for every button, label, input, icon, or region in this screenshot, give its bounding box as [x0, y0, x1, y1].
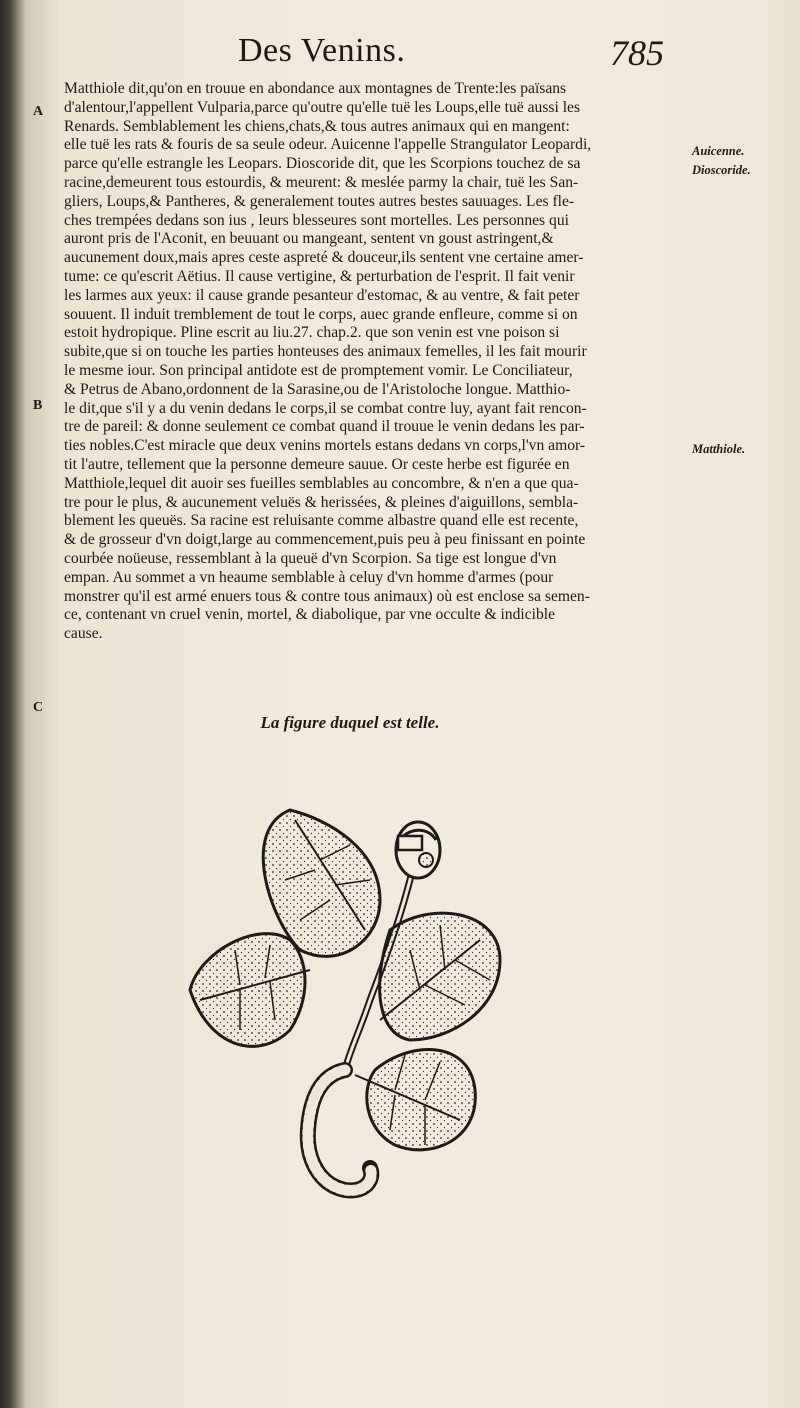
text-line: Matthiole,lequel dit auoir ses fueilles semblables au concombre, & n'en a que qua-: [64, 474, 579, 492]
text-line: ce, contenant vn cruel venin, mortel, & diabolique, par vne occulte & indicible: [64, 606, 556, 624]
margin-note-matthiole: Matthiole.: [692, 442, 746, 456]
text-line: tre pour le plus, & aucunement veluës & herissées, & pleines d'aiguillons, sembla-: [64, 493, 579, 511]
margin-letter-c: C: [33, 700, 44, 715]
text-line: blement les queuës. Sa racine est reluisante comme albastre quand elle est recente,: [64, 512, 579, 530]
text-line: parce qu'elle estrangle les Leopars. Dioscoride dit, que les Scorpions touchez de sa: [64, 155, 581, 173]
page-number: 785: [610, 33, 664, 73]
margin-letter-b: B: [33, 398, 43, 413]
text-line: le dit,que s'il y a du venin dedans le corps,il se combat contre luy, ayant fait rencon-: [64, 399, 587, 417]
aconite-plant-illustration: [180, 800, 540, 1200]
text-line: subite,que si on touche les parties honteuses des animaux femelles, il les fait mourir: [64, 343, 587, 361]
margin-letter-a: A: [33, 104, 44, 119]
text-line: ties nobles.C'est miracle que deux venins mortels estans dedans vn corps,l'vn amor-: [64, 437, 586, 455]
text-line: gliers, Loups,& Pantheres, & generalement toutes autres bestes sauuages. Les fle-: [64, 192, 575, 210]
text-line: aucunement doux,mais apres ceste aspreté & douceur,ils sentent vne certaine amer-: [64, 249, 584, 267]
page-header: [230, 30, 670, 80]
text-line: auront pris de l'Aconit, en beuuant ou mangeant, sentent vn goust astringent,&: [64, 230, 554, 248]
text-line: Matthiole dit,qu'on en trouue en abondance aux montagnes de Trente:les païsans: [64, 80, 567, 97]
text-line: & Petrus de Abano,ordonnent de la Sarasine,ou de l'Aristoloche longue. Matthio-: [64, 380, 571, 398]
text-line: souuent. Il induit tremblement de tout le corps, auec grande enfleure, comme si on: [64, 305, 578, 323]
margin-note-avicenne: Auicenne.: [692, 144, 745, 158]
text-line: d'alentour,l'appellent Vulparia,parce qu'outre qu'elle tuë les Loups,elle tuë aussi les: [64, 98, 581, 116]
text-line: monstrer qu'il est armé enuers tous & contre tous animaux) où est enclose sa semen-: [64, 587, 590, 605]
text-line: estoit hydropique. Pline escrit au liu.27. chap.2. que son venin est vne poison si: [64, 324, 560, 342]
text-line: les larmes aux yeux: il cause grande pesanteur d'estomac, & au ventre, & fait peter: [64, 286, 580, 304]
figure-caption: La figure duquel est telle.: [260, 713, 440, 732]
text-line: & de grosseur d'vn doigt,large au commencement,puis peu à peu finissant en pointe: [64, 531, 586, 549]
text-line: empan. Au sommet a vn heaume semblable à celuy d'vn homme d'armes (pour: [64, 568, 554, 586]
margin-note-dioscoride: Dioscoride.: [692, 163, 751, 177]
text-line: tre de pareil: & donne seulement ce combat quand il trouue le venin dedans les par-: [64, 418, 585, 436]
text-line: tume: ce qu'escrit Aëtius. Il cause vertigine, & perturbation de l'esprit. Il fait venir: [64, 267, 575, 285]
body-text: [64, 80, 684, 644]
text-line: racine,demeurent tous estourdis, & meurent: & meslée parmy la chair, tuë les San-: [64, 173, 579, 191]
text-line: Renards. Semblablement les chiens,chats,& tous autres animaux qui en mangent:: [64, 117, 570, 135]
running-title: Des Venins.: [238, 32, 406, 69]
text-line: ches trempées dedans son ius , leurs blesseures sont mortelles. Les personnes qui: [64, 211, 569, 229]
text-line: elle tuë les rats & fouris de sa seule odeur. Auicenne l'appelle Strangulator Leopardi,: [64, 136, 592, 154]
text-line: courbée noüeuse, ressemblant à la queuë d'vn Scorpion. Sa tige est longue d'vn: [64, 549, 557, 567]
text-line: le mesme iour. Son principal antidote est de promptement vomir. Le Conciliateur,: [64, 361, 573, 379]
text-line: tit l'autre, tellement que la personne demeure sauue. Or ceste herbe est figurée en: [64, 455, 570, 473]
text-line: cause.: [64, 625, 103, 643]
